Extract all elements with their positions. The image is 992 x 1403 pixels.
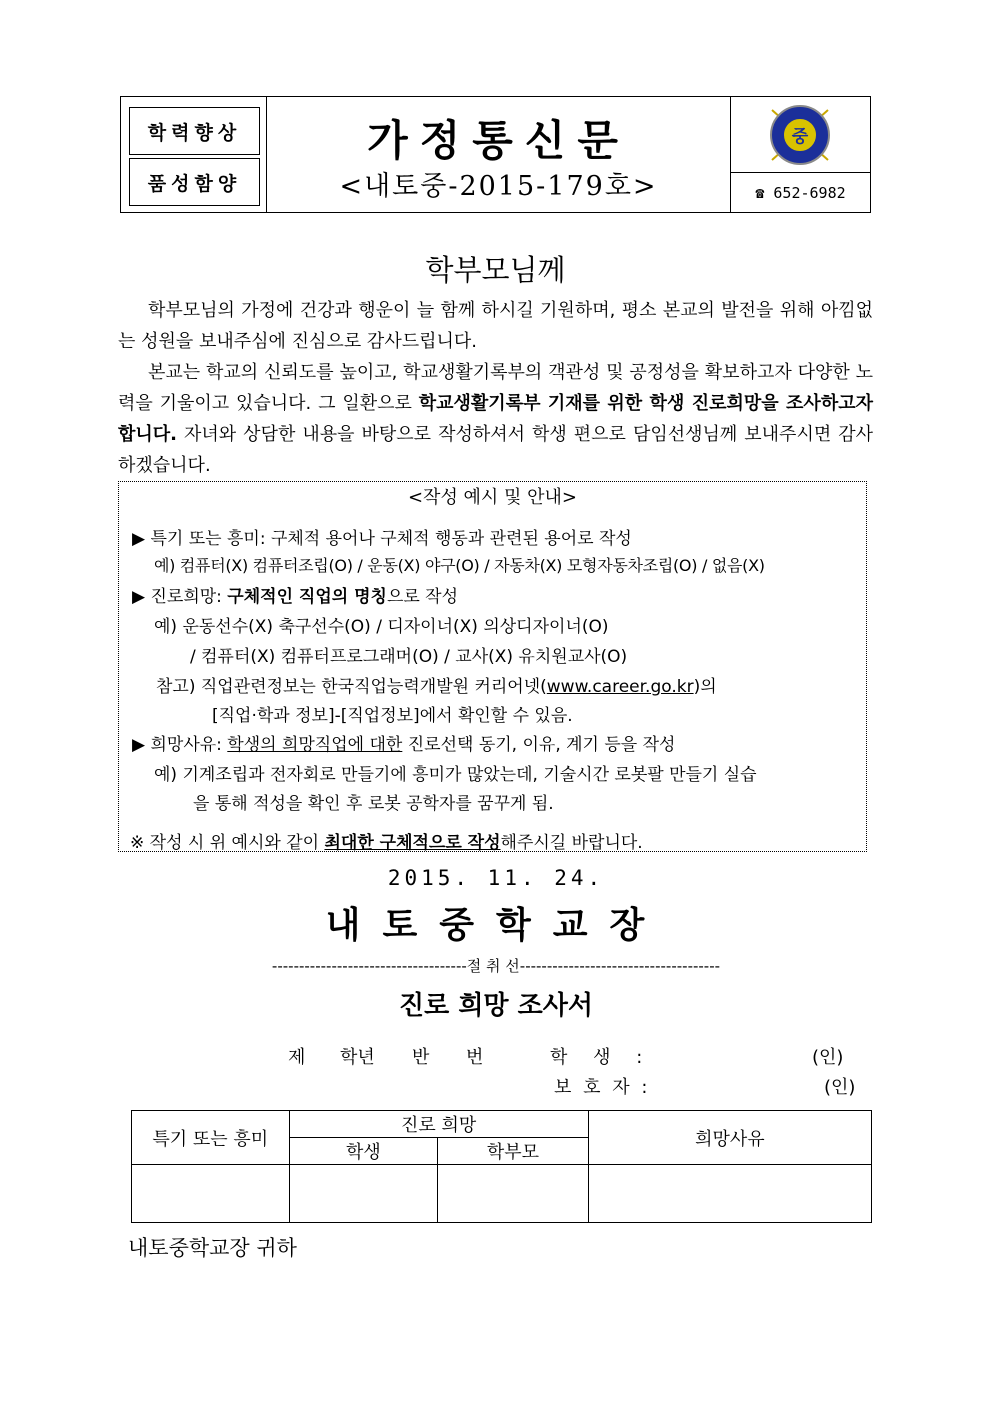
school-emblem-icon [764, 102, 836, 168]
document-title: 가정통신문 [367, 116, 630, 165]
guide-line-interest: ▶ 특기 또는 흥미: 구체적 용어나 구체적 행동과 관련된 용어로 작성 [132, 529, 632, 549]
greeting: 학부모님께 [425, 253, 566, 287]
guide-line-career-example-2: / 컴퓨터(X) 컴퓨터프로그래머(O) / 교사(X) 유치원교사(O) [190, 647, 628, 667]
header-interest: 특기 또는 흥미 [132, 1111, 290, 1165]
guide-line-reason-example-1: 예) 기계조립과 전자회로 만들기에 흥미가 많았는데, 기술시간 로봇팔 만들기 실습 [154, 765, 757, 785]
guide-career-suffix: 으로 작성 [386, 587, 459, 607]
motto-character: 품성함양 [129, 158, 260, 206]
guide-line-interest-example: 예) 컴퓨터(X) 컴퓨터조립(O) / 운동(X) 야구(O) / 자동차(X) 모형자동차조립(O) / 없음(X) [154, 556, 765, 575]
guide-line-reference [156, 672, 717, 697]
paragraph-2-emphasis: 학교생활기록부 기재를 위한 학생 진로희망을 조사하고자 합니다. [118, 393, 873, 445]
guide-reason-suffix: 진로선택 동기, 이유, 계기 등을 작성 [402, 735, 676, 755]
guide-reason-emphasis: 학생의 희망직업에 대한 [227, 735, 403, 755]
guide-career-emphasis: 구체적인 직업의 명칭 [227, 587, 387, 607]
motto-academic: 학력향상 [129, 107, 260, 155]
phone-number: 652-6982 [773, 184, 846, 202]
guide-line-career [132, 582, 458, 607]
guide-note-suffix: 해주시길 바랍니다. [500, 833, 643, 853]
input-interest[interactable] [132, 1165, 290, 1223]
student-label: 학 생 : [550, 1047, 653, 1068]
student-seal: (인) [812, 1047, 844, 1068]
grade-unit: 학년 [340, 1047, 375, 1068]
guide-reason-label: ▶ 희망사유: [132, 735, 228, 755]
guide-line-reason [132, 730, 675, 755]
guide-title: <작성 예시 및 안내> [407, 487, 578, 508]
header-parent: 학부모 [438, 1138, 589, 1165]
input-career-parent[interactable] [438, 1165, 589, 1223]
principal-signature: 내토중학교장 [325, 904, 667, 946]
header-career: 진로 희망 [289, 1111, 588, 1138]
sign-off: 내토중학교장 귀하 [128, 1236, 297, 1260]
guide-line-note [130, 828, 643, 853]
issue-number: <내토중-2015-179호> [339, 171, 658, 202]
survey-title: 진로 희망 조사서 [399, 991, 593, 1021]
guide-line-reference-path: [직업·학과 정보]-[직업정보]에서 확인할 수 있음. [212, 706, 573, 726]
phone-icon: ☎ [755, 184, 765, 202]
header-student: 학생 [289, 1138, 438, 1165]
cut-line: ------------------------------------절 취 선------------------------------------- [271, 957, 721, 975]
paragraph-2 [118, 357, 873, 481]
guardian-label: 보 호 자 : [554, 1077, 651, 1098]
header-reason: 희망사유 [588, 1111, 871, 1165]
paragraph-2-text-c: 자녀와 상담한 내용을 바탕으로 작성하셔서 학생 편으로 담임선생님께 보내주시면 감사하겠습니다. [118, 424, 873, 476]
number-unit: 번 [466, 1047, 484, 1068]
guide-reference-suffix: )의 [693, 677, 717, 697]
issue-date: 2015. 11. 24. [387, 866, 605, 890]
guide-line-career-example-1: 예) 운동선수(X) 축구선수(O) / 디자이너(X) 의상디자이너(O) [154, 617, 609, 637]
survey-table [131, 1110, 872, 1223]
grade-prefix: 제 [288, 1047, 306, 1068]
guide-line-reason-example-2: 을 통해 적성을 확인 후 로봇 공학자를 꿈꾸게 됨. [193, 794, 554, 814]
guide-note-text: ※ 작성 시 위 예시와 같이 [130, 833, 325, 853]
paragraph-1 [118, 295, 873, 357]
phone-row [730, 172, 871, 213]
guide-reference-text: 참고) 직업관련정보는 한국직업능력개발원 커리어넷( [156, 677, 547, 697]
guide-career-label: ▶ 진로희망: [132, 587, 228, 607]
career-net-link[interactable]: www.career.go.kr [546, 677, 694, 697]
paragraph-2-text-a: 본교는 학교의 신뢰도를 높이고, 학교생활기록부의 객관성 및 공정성을 확보하고자 다양한 노력을 기울이고 있습니다. 그 일환으로 [118, 362, 873, 414]
class-unit: 반 [412, 1047, 430, 1068]
emblem-letter: 중 [791, 127, 809, 147]
input-career-student[interactable] [289, 1165, 438, 1223]
paragraph-1-text: 학부모님의 가정에 건강과 행운이 늘 함께 하시길 기원하며, 평소 본교의 발전을 위해 아낌없는 성원을 보내주심에 진심으로 감사드립니다. [118, 300, 873, 352]
guardian-seal: (인) [824, 1077, 856, 1098]
guide-note-emphasis: 최대한 구체적으로 작성 [324, 833, 501, 853]
input-reason[interactable] [588, 1165, 871, 1223]
